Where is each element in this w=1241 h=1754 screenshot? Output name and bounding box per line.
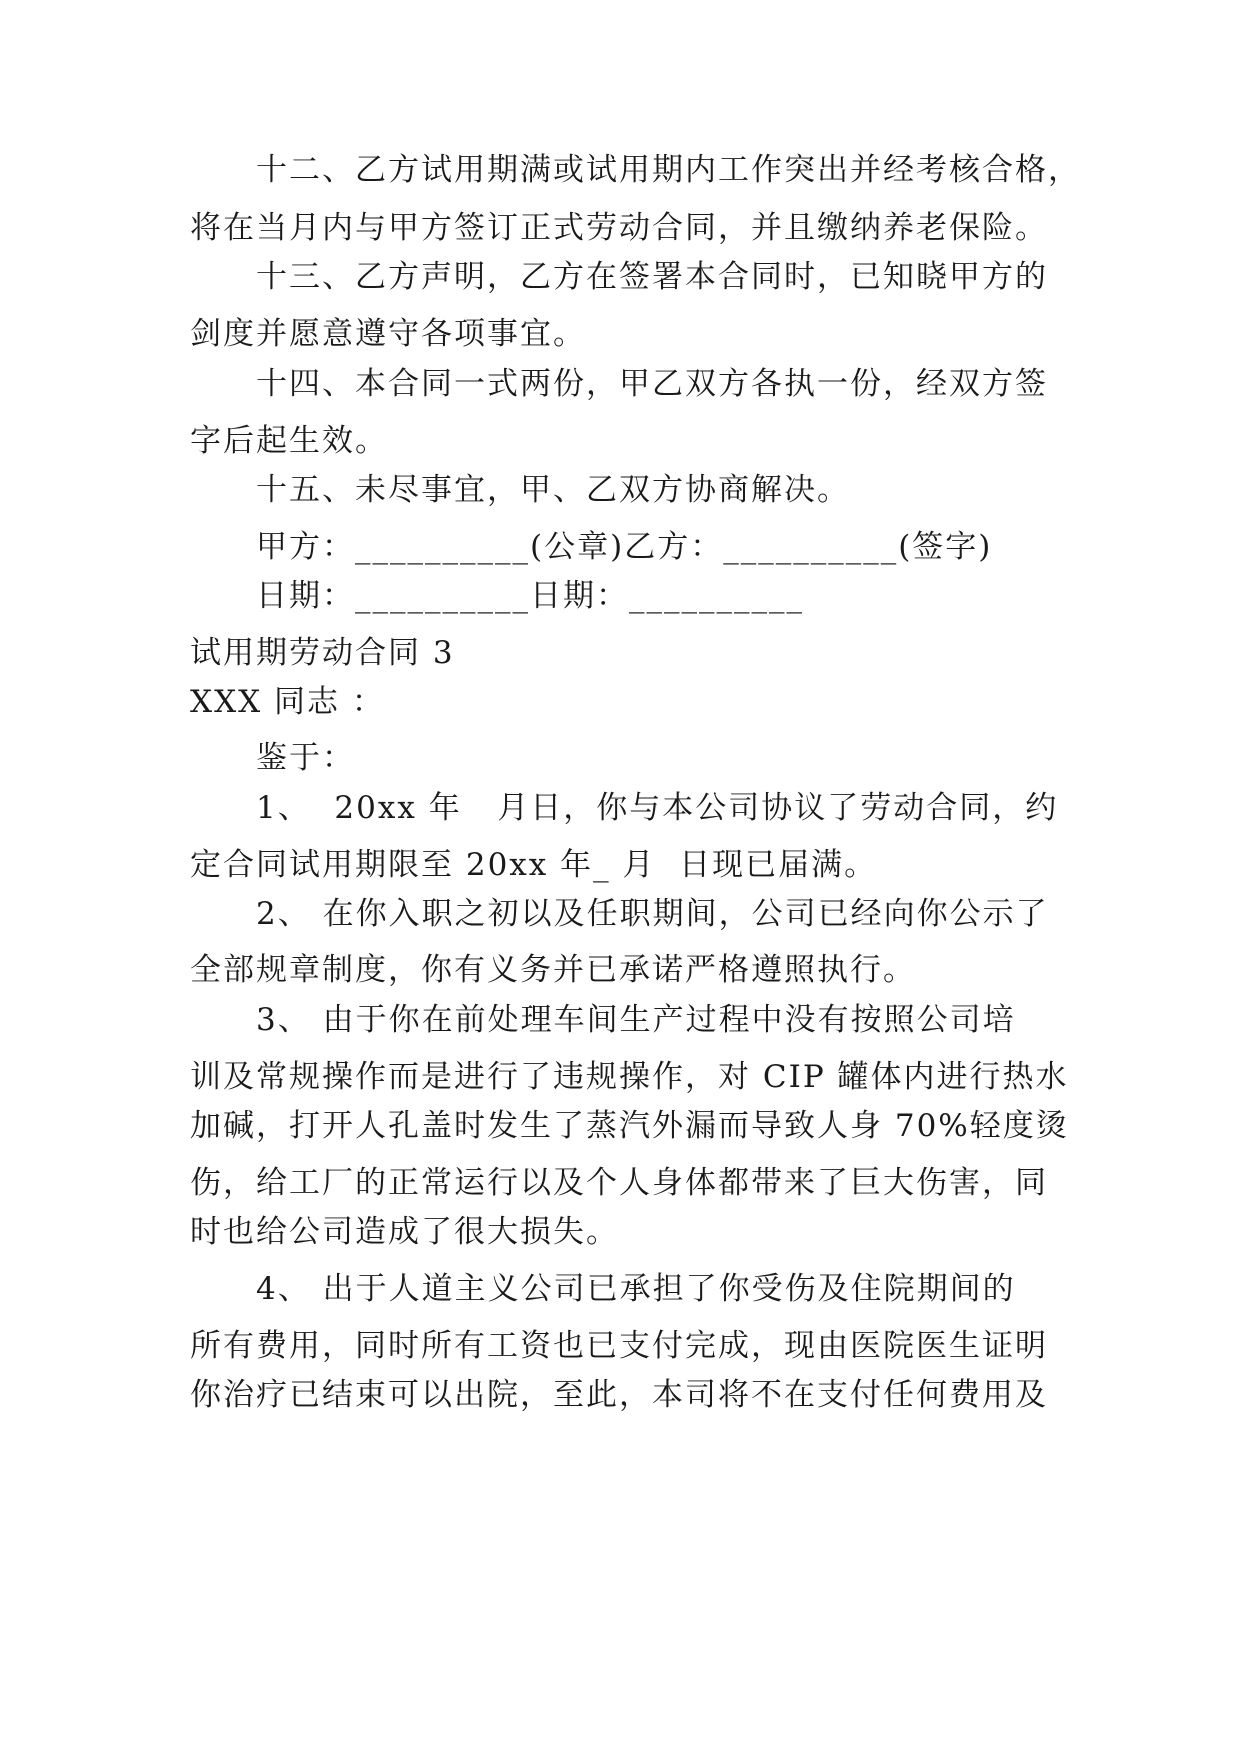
item-4-line-3: 你治疗已结束可以出院，至此，本司将不在支付任何费用及 [190, 1377, 1048, 1413]
date-line: 日期：__________日期：__________ [256, 578, 804, 614]
clause-13-line-1: 十三、乙方声明，乙方在签署本合同时，已知晓甲方的 [256, 259, 1048, 295]
item-4-line-2: 所有费用，同时所有工资也已支付完成，现由医院医生证明 [190, 1328, 1048, 1364]
item-2-line-1: 2、 在你入职之初以及任职期间，公司已经向你公示了 [256, 896, 1049, 932]
clause-14-line-1: 十四、本合同一式两份，甲乙双方各执一份，经双方签 [256, 366, 1048, 402]
item-1-line-2: 定合同试用期限至 20xx 年_ 月 日现已届满。 [190, 847, 878, 883]
item-2-line-2: 全部规章制度，你有义务并已承诺严格遵照执行。 [190, 952, 916, 988]
clause-14-line-2: 字后起生效。 [190, 423, 388, 459]
whereas-label: 鉴于： [256, 740, 355, 776]
item-3-line-2: 训及常规操作而是进行了违规操作，对 CIP 罐体内进行热水 [190, 1059, 1069, 1095]
salutation: XXX 同志 ： [190, 684, 385, 720]
item-3-line-4: 伤，给工厂的正常运行以及个人身体都带来了巨大伤害，同 [190, 1165, 1048, 1201]
section-heading: 试用期劳动合同 3 [190, 635, 455, 671]
item-3-line-5: 时也给公司造成了很大损失。 [190, 1214, 619, 1250]
item-3-line-1: 3、 由于你在前处理车间生产过程中没有按照公司培 [256, 1002, 1016, 1038]
item-4-line-1: 4、 出于人道主义公司已承担了你受伤及住院期间的 [256, 1271, 1016, 1307]
signature-line: 甲方：__________(公章)乙方：__________(签字) [256, 529, 993, 565]
item-1-line-1: 1、 20xx 年 月日，你与本公司协议了劳动合同，约 [256, 790, 1059, 826]
clause-13-line-2: 剑度并愿意遵守各项事宜。 [190, 316, 586, 352]
item-3-line-3: 加碱，打开人孔盖时发生了蒸汽外漏而导致人身 70%轻度烫 [190, 1108, 1069, 1144]
clause-12-line-2: 将在当月内与甲方签订正式劳动合同，并且缴纳养老保险。 [190, 210, 1048, 246]
clause-12-line-1: 十二、乙方试用期满或试用期内工作突出并经考核合格， [256, 152, 1081, 188]
clause-15-line: 十五、未尽事宜，甲、乙双方协商解决。 [256, 472, 850, 508]
